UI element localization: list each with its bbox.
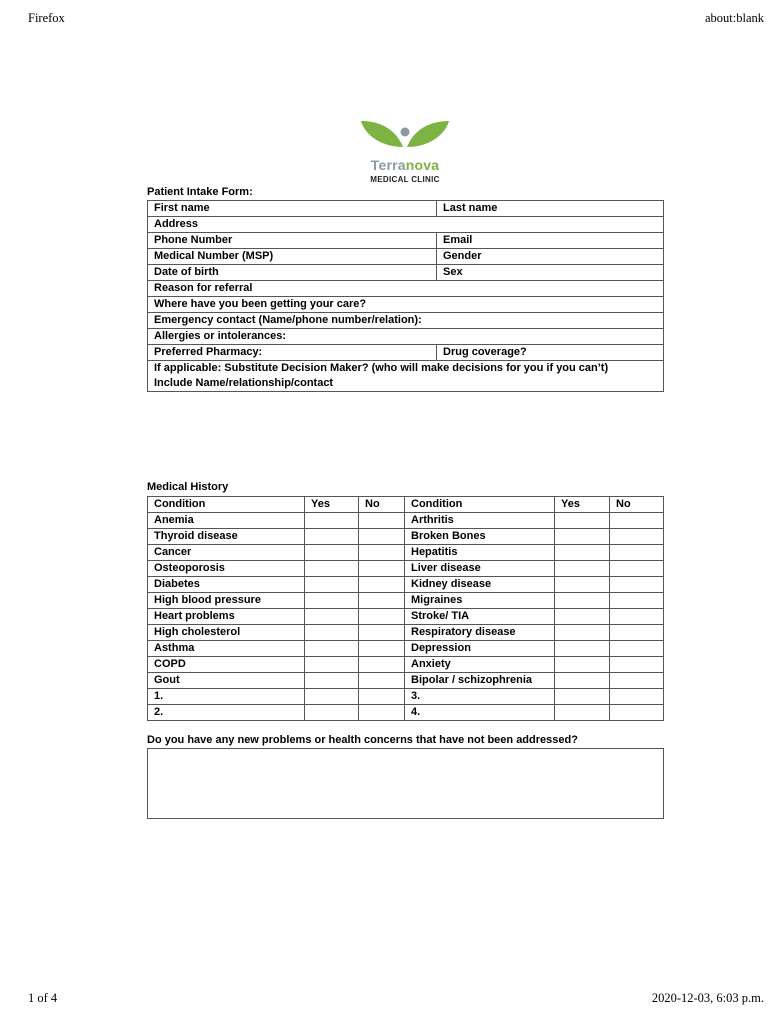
no-checkbox-cell[interactable] [359, 561, 405, 577]
yes-checkbox-cell[interactable] [555, 593, 610, 609]
condition-cell: Asthma [148, 641, 305, 657]
no-checkbox-cell[interactable] [610, 529, 664, 545]
no-checkbox-cell[interactable] [359, 625, 405, 641]
condition-cell: Osteoporosis [148, 561, 305, 577]
table-row [148, 609, 664, 625]
clinic-subtitle: MEDICAL CLINIC [370, 175, 440, 184]
yes-checkbox-cell[interactable] [305, 657, 359, 673]
yes-checkbox-cell[interactable] [555, 513, 610, 529]
yes-checkbox-cell[interactable] [555, 625, 610, 641]
yes-checkbox-cell[interactable] [555, 529, 610, 545]
no-checkbox-cell[interactable] [359, 593, 405, 609]
yes-checkbox-cell[interactable] [305, 593, 359, 609]
no-checkbox-cell[interactable] [610, 593, 664, 609]
yes-checkbox-cell[interactable] [305, 561, 359, 577]
yes-checkbox-cell[interactable] [555, 641, 610, 657]
table-row [148, 689, 664, 705]
no-checkbox-cell[interactable] [610, 513, 664, 529]
condition-cell: Gout [148, 673, 305, 689]
no-checkbox-cell[interactable] [610, 545, 664, 561]
print-timestamp: 2020-12-03, 6:03 p.m. [651, 991, 764, 1005]
clinic-name-part1: Terra [370, 157, 406, 173]
yes-checkbox-cell[interactable] [305, 705, 359, 721]
yes-checkbox-cell[interactable] [555, 561, 610, 577]
table-row [148, 625, 664, 641]
condition-cell: Broken Bones [405, 529, 555, 545]
care-field[interactable]: Where have you been getting your care? [148, 297, 664, 313]
yes-checkbox-cell[interactable] [555, 673, 610, 689]
condition-cell: 1. [148, 689, 305, 705]
clinic-name [350, 157, 460, 173]
no-checkbox-cell[interactable] [610, 577, 664, 593]
sdm-line-1: If applicable: Substitute Decision Maker? (who will make decisions for you if you can’t) [154, 362, 609, 374]
no-checkbox-cell[interactable] [359, 641, 405, 657]
dob-field[interactable]: Date of birth [148, 265, 437, 281]
yes-checkbox-cell[interactable] [305, 545, 359, 561]
gender-field[interactable]: Gender [437, 249, 664, 265]
no-checkbox-cell[interactable] [359, 513, 405, 529]
no-checkbox-cell[interactable] [610, 705, 664, 721]
no-checkbox-cell[interactable] [610, 657, 664, 673]
concerns-textarea[interactable] [147, 748, 664, 819]
yes-checkbox-cell[interactable] [305, 529, 359, 545]
condition-cell: Diabetes [148, 577, 305, 593]
referral-field[interactable]: Reason for referral [148, 281, 664, 297]
msp-field[interactable]: Medical Number (MSP) [148, 249, 437, 265]
email-field[interactable]: Email [437, 233, 664, 249]
history-title: Medical History [147, 481, 229, 493]
no-checkbox-cell[interactable] [610, 609, 664, 625]
address-field[interactable]: Address [148, 217, 664, 233]
intake-table [147, 200, 664, 392]
page-indicator: 1 of 4 [28, 991, 58, 1005]
col-header-no: No [610, 497, 664, 513]
condition-cell: Heart problems [148, 609, 305, 625]
yes-checkbox-cell[interactable] [305, 689, 359, 705]
concerns-question: Do you have any new problems or health concerns that have not been addressed? [147, 734, 578, 746]
no-checkbox-cell[interactable] [359, 689, 405, 705]
condition-cell: Depression [405, 641, 555, 657]
sdm-field[interactable] [148, 361, 664, 392]
no-checkbox-cell[interactable] [359, 657, 405, 673]
table-row [148, 705, 664, 721]
col-header-no: No [359, 497, 405, 513]
yes-checkbox-cell[interactable] [555, 705, 610, 721]
condition-cell: Respiratory disease [405, 625, 555, 641]
col-header-yes: Yes [305, 497, 359, 513]
emergency-contact-field[interactable]: Emergency contact (Name/phone number/relation): [148, 313, 664, 329]
table-row [148, 561, 664, 577]
yes-checkbox-cell[interactable] [305, 513, 359, 529]
condition-cell: Kidney disease [405, 577, 555, 593]
condition-cell: Anxiety [405, 657, 555, 673]
table-row [148, 673, 664, 689]
condition-cell: Cancer [148, 545, 305, 561]
yes-checkbox-cell[interactable] [555, 657, 610, 673]
no-checkbox-cell[interactable] [359, 673, 405, 689]
table-row [148, 641, 664, 657]
condition-cell: High cholesterol [148, 625, 305, 641]
col-header-yes: Yes [555, 497, 610, 513]
yes-checkbox-cell[interactable] [305, 673, 359, 689]
table-row [148, 545, 664, 561]
no-checkbox-cell[interactable] [610, 689, 664, 705]
no-checkbox-cell[interactable] [359, 609, 405, 625]
no-checkbox-cell[interactable] [359, 577, 405, 593]
condition-cell: 4. [405, 705, 555, 721]
intake-title: Patient Intake Form: [147, 186, 253, 198]
print-header-url: about:blank [704, 11, 764, 25]
yes-checkbox-cell[interactable] [555, 577, 610, 593]
col-header-condition: Condition [148, 497, 305, 513]
yes-checkbox-cell[interactable] [555, 545, 610, 561]
no-checkbox-cell[interactable] [610, 673, 664, 689]
allergies-field[interactable]: Allergies or intolerances: [148, 329, 664, 345]
condition-cell: Anemia [148, 513, 305, 529]
first-name-field[interactable]: First name [148, 201, 437, 217]
condition-cell: Liver disease [405, 561, 555, 577]
no-checkbox-cell[interactable] [610, 641, 664, 657]
condition-cell: Stroke/ TIA [405, 609, 555, 625]
condition-cell: 2. [148, 705, 305, 721]
sdm-line-2: Include Name/relationship/contact [154, 377, 334, 389]
sex-field[interactable]: Sex [437, 265, 664, 281]
condition-cell: COPD [148, 657, 305, 673]
no-checkbox-cell[interactable] [359, 545, 405, 561]
drug-coverage-field[interactable]: Drug coverage? [437, 345, 664, 361]
condition-cell: Hepatitis [405, 545, 555, 561]
condition-cell: Thyroid disease [148, 529, 305, 545]
col-header-condition: Condition [405, 497, 555, 513]
condition-cell: 3. [405, 689, 555, 705]
no-checkbox-cell[interactable] [610, 561, 664, 577]
table-row [148, 513, 664, 529]
pharmacy-field[interactable]: Preferred Pharmacy: [148, 345, 437, 361]
clinic-name-part2: nova [405, 157, 440, 173]
table-row [148, 593, 664, 609]
phone-field[interactable]: Phone Number [148, 233, 437, 249]
table-row [148, 529, 664, 545]
no-checkbox-cell[interactable] [359, 529, 405, 545]
yes-checkbox-cell[interactable] [305, 577, 359, 593]
no-checkbox-cell[interactable] [610, 625, 664, 641]
yes-checkbox-cell[interactable] [305, 641, 359, 657]
yes-checkbox-cell[interactable] [555, 689, 610, 705]
yes-checkbox-cell[interactable] [305, 609, 359, 625]
history-header-row [148, 497, 664, 513]
table-row [148, 657, 664, 673]
condition-cell: Arthritis [405, 513, 555, 529]
condition-cell: High blood pressure [148, 593, 305, 609]
last-name-field[interactable]: Last name [437, 201, 664, 217]
yes-checkbox-cell[interactable] [555, 609, 610, 625]
table-row [148, 577, 664, 593]
no-checkbox-cell[interactable] [359, 705, 405, 721]
condition-cell: Bipolar / schizophrenia [405, 673, 555, 689]
print-header-app: Firefox [28, 11, 65, 25]
condition-cell: Migraines [405, 593, 555, 609]
history-table [147, 496, 664, 721]
yes-checkbox-cell[interactable] [305, 625, 359, 641]
